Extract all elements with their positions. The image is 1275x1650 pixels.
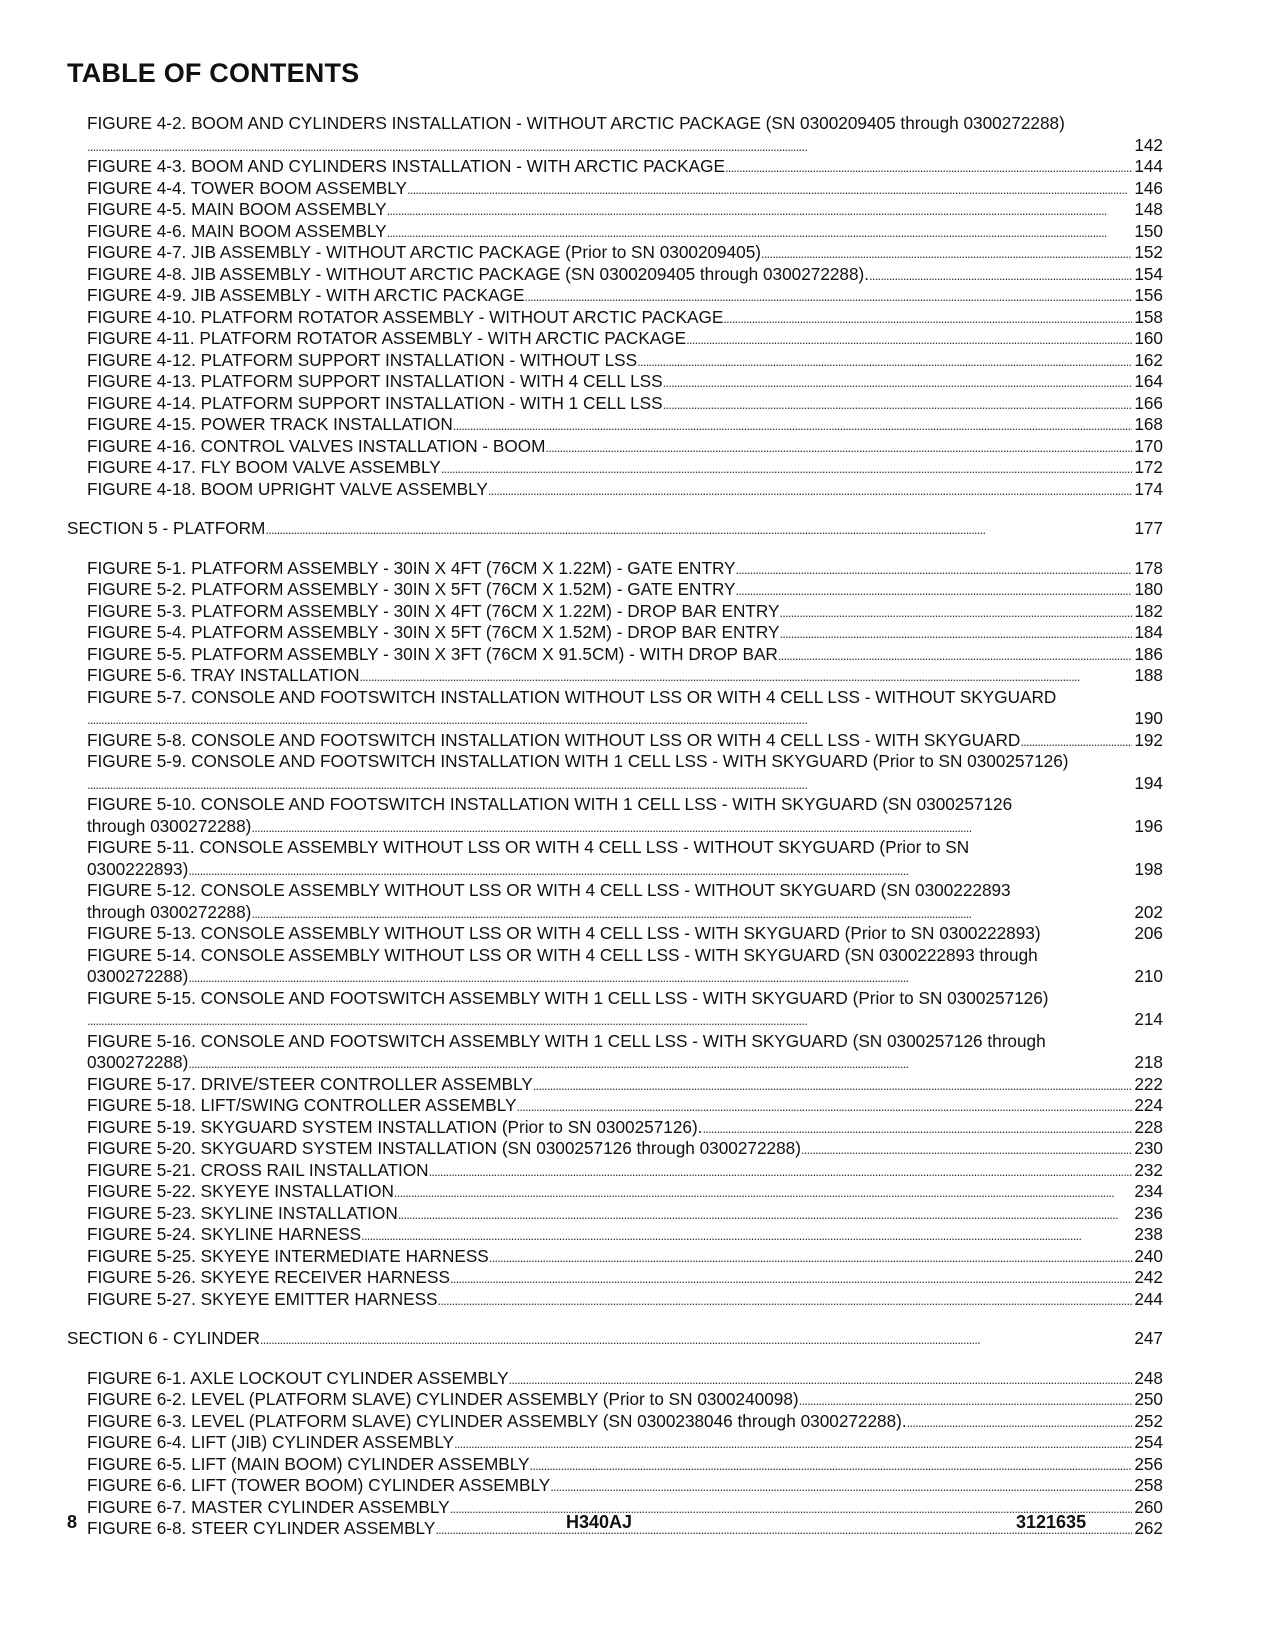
toc-figure-entry[interactable]	[67, 307, 1163, 329]
toc-entry-label: FIGURE 6-2. LEVEL (PLATFORM SLAVE) CYLINDER ASSEMBLY (Prior to SN 0300240098)	[87, 1389, 799, 1409]
dot-leader	[87, 135, 1132, 158]
toc-figure-entry[interactable]	[67, 966, 1163, 988]
toc-figure-entry[interactable]	[67, 730, 1163, 752]
toc-entry-title-line: FIGURE 5-7. CONSOLE AND FOOTSWITCH INSTALLATION WITHOUT LSS OR WITH 4 CELL LSS - WITHOUT SKYGUARD	[87, 686, 1057, 707]
dot-leader	[398, 1203, 1133, 1226]
toc-entry-title-line: FIGURE 5-10. CONSOLE AND FOOTSWITCH INSTALLATION WITH 1 CELL LSS - WITH SKYGUARD (SN 0300257126	[87, 794, 1013, 814]
toc-figure-entry[interactable]	[67, 773, 1163, 795]
dot-leader	[360, 665, 1133, 688]
dot-leader	[387, 221, 1133, 244]
toc-entry-label: 0300222893)	[87, 858, 189, 879]
section-gap	[67, 540, 1163, 558]
toc-entry-title-line: FIGURE 5-11. CONSOLE ASSEMBLY WITHOUT LSS OR WITH 4 CELL LSS - WITHOUT SKYGUARD (Prior to SN	[87, 837, 970, 857]
toc-page-number: 148	[1134, 199, 1163, 219]
dot-leader	[779, 622, 1132, 645]
toc-entry-label: FIGURE 6-4. LIFT (JIB) CYLINDER ASSEMBLY	[87, 1432, 455, 1452]
toc-page-number: 247	[1134, 1328, 1163, 1348]
toc-figure-entry[interactable]	[67, 393, 1163, 415]
toc-figure-entry[interactable]	[67, 644, 1163, 666]
toc-page-number: 240	[1134, 1245, 1163, 1266]
toc-page-number: 142	[1134, 134, 1163, 155]
dot-leader	[361, 1224, 1132, 1247]
dot-leader	[188, 859, 1132, 882]
toc-entry-label: FIGURE 5-1. PLATFORM ASSEMBLY - 30IN X 4FT (76CM X 1.22M) - GATE ENTRY	[87, 557, 736, 578]
dot-leader	[87, 708, 1132, 731]
dot-leader	[1020, 730, 1132, 753]
dot-leader	[550, 1475, 1132, 1498]
toc-figure-entry[interactable]	[67, 1203, 1163, 1225]
section-gap	[67, 1310, 1163, 1328]
toc-figure-entry[interactable]	[67, 285, 1163, 307]
dot-leader	[488, 479, 1132, 502]
toc-entry-label: FIGURE 4-9. JIB ASSEMBLY - WITH ARCTIC PACKAGE	[87, 285, 525, 305]
toc-page-number: 202	[1134, 901, 1163, 922]
dot-leader	[725, 156, 1132, 179]
toc-page-number: 242	[1134, 1267, 1163, 1287]
toc-entry-label: FIGURE 6-5. LIFT (MAIN BOOM) CYLINDER ASSEMBLY	[87, 1453, 530, 1474]
toc-entry-label: FIGURE 4-11. PLATFORM ROTATOR ASSEMBLY - WITH ARCTIC PACKAGE	[87, 328, 687, 348]
toc-entry-label: FIGURE 5-3. PLATFORM ASSEMBLY - 30IN X 4FT (76CM X 1.22M) - DROP BAR ENTRY	[87, 600, 780, 621]
dot-leader	[907, 1411, 1133, 1434]
toc-entry-label: FIGURE 5-21. CROSS RAIL INSTALLATION	[87, 1159, 429, 1180]
toc-entry-label: FIGURE 4-4. TOWER BOOM ASSEMBLY	[87, 177, 407, 198]
dot-leader	[530, 1454, 1133, 1477]
toc-figure-entry[interactable]	[67, 1052, 1163, 1074]
dot-leader	[260, 1328, 1132, 1351]
dot-leader	[533, 1074, 1133, 1097]
toc-entry-label: FIGURE 4-6. MAIN BOOM ASSEMBLY	[87, 220, 387, 241]
dot-leader	[87, 1009, 1132, 1032]
toc-section-entry[interactable]	[67, 1328, 1163, 1350]
dot-leader	[663, 393, 1133, 416]
dot-leader	[723, 307, 1132, 330]
toc-figure-entry[interactable]	[67, 708, 1163, 730]
toc-entry-label: FIGURE 5-8. CONSOLE AND FOOTSWITCH INSTALLATION WITHOUT LSS OR WITH 4 CELL LSS - WITH SKYGUARD	[87, 729, 1021, 750]
toc-page-number: 160	[1134, 328, 1163, 348]
toc-page-number: 218	[1134, 1052, 1163, 1072]
toc-figure-entry[interactable]	[67, 1117, 1163, 1139]
dot-leader	[251, 902, 1132, 925]
toc-page-number: 180	[1134, 579, 1163, 599]
toc-entry-label: FIGURE 4-15. POWER TRACK INSTALLATION	[87, 414, 453, 434]
toc-entry-label: FIGURE 4-12. PLATFORM SUPPORT INSTALLATION - WITHOUT LSS	[87, 349, 638, 370]
dot-leader	[251, 816, 1132, 839]
dot-leader	[454, 1432, 1132, 1455]
toc-page-number: 177	[1134, 518, 1163, 538]
toc-page-number: 194	[1134, 772, 1163, 793]
toc-page-number: 172	[1134, 457, 1163, 477]
section-gap	[67, 500, 1163, 518]
footer-model: H340AJ	[566, 1512, 633, 1532]
toc-page-number: 144	[1134, 156, 1163, 176]
toc-figure-entry[interactable]	[67, 558, 1163, 580]
toc-entry-title-line: FIGURE 5-14. CONSOLE ASSEMBLY WITHOUT LSS OR WITH 4 CELL LSS - WITH SKYGUARD (SN 0300222893 through	[87, 944, 1038, 965]
toc-entry-label: through 0300272288)	[87, 901, 252, 922]
toc-page-number: 188	[1134, 665, 1163, 685]
dot-leader	[801, 1138, 1132, 1161]
dot-leader	[736, 579, 1133, 602]
dot-leader	[489, 1246, 1133, 1269]
toc-entry-label: FIGURE 5-19. SKYGUARD SYSTEM INSTALLATION (Prior to SN 0300257126).	[87, 1116, 703, 1137]
dot-leader	[87, 773, 1132, 796]
toc-entry-label: FIGURE 6-1. AXLE LOCKOUT CYLINDER ASSEMBLY	[87, 1367, 509, 1388]
toc-entry-label: FIGURE 5-27. SKYEYE EMITTER HARNESS	[87, 1288, 438, 1309]
dot-leader	[779, 601, 1132, 624]
toc-figure-entry[interactable]	[67, 242, 1163, 264]
toc-entry-label: FIGURE 5-25. SKYEYE INTERMEDIATE HARNESS	[87, 1245, 489, 1266]
toc-entry-label: FIGURE 4-3. BOOM AND CYLINDERS INSTALLATION - WITH ARCTIC PACKAGE	[87, 156, 725, 176]
page-title: TABLE OF CONTENTS	[67, 58, 360, 88]
toc-page-number: 196	[1134, 815, 1163, 836]
toc-figure-entry[interactable]	[67, 1389, 1163, 1411]
toc-figure-entry[interactable]	[67, 1454, 1163, 1476]
toc-entry-label: SECTION 6 - CYLINDER	[67, 1328, 260, 1348]
toc-entry-label: FIGURE 4-7. JIB ASSEMBLY - WITHOUT ARCTIC PACKAGE (Prior to SN 0300209405)	[87, 242, 762, 262]
toc-page-number: 162	[1134, 349, 1163, 370]
toc-figure-entry[interactable]	[67, 1289, 1163, 1311]
toc-figure-entry[interactable]	[67, 1009, 1163, 1031]
toc-entry-label: FIGURE 4-8. JIB ASSEMBLY - WITHOUT ARCTIC PACKAGE (SN 0300209405 through 0300272288).	[87, 263, 870, 284]
toc-figure-entry[interactable]	[67, 414, 1163, 436]
toc-figure-entry[interactable]	[67, 1411, 1163, 1433]
toc-figure-entry[interactable]	[67, 178, 1163, 200]
toc-entry-label: FIGURE 5-18. LIFT/SWING CONTROLLER ASSEMBLY	[87, 1095, 517, 1115]
toc-entry-label: FIGURE 5-5. PLATFORM ASSEMBLY - 30IN X 3FT (76CM X 91.5CM) - WITH DROP BAR	[87, 643, 778, 664]
toc-figure-entry[interactable]	[67, 601, 1163, 623]
dot-leader	[686, 328, 1132, 351]
dot-leader	[761, 242, 1132, 265]
toc-entry-label: FIGURE 4-17. FLY BOOM VALVE ASSEMBLY	[87, 457, 441, 477]
toc-figure-entry[interactable]	[67, 1246, 1163, 1268]
toc-figure-entry[interactable]	[67, 221, 1163, 243]
toc-page-number: 178	[1134, 557, 1163, 578]
toc-figure-entry[interactable]	[67, 1475, 1163, 1497]
toc-figure-entry[interactable]	[67, 816, 1163, 838]
toc-page-number: 166	[1134, 392, 1163, 413]
toc-figure-entry[interactable]	[67, 665, 1163, 687]
toc-page-number: 232	[1134, 1159, 1163, 1180]
footer-page-number: 8	[67, 1512, 78, 1532]
toc-page-number: 154	[1134, 263, 1163, 284]
toc-page-number: 152	[1134, 242, 1163, 262]
toc-figure-entry[interactable]	[67, 350, 1163, 372]
dot-leader	[188, 966, 1132, 989]
toc-figure-entry[interactable]	[67, 622, 1163, 644]
dot-leader	[387, 199, 1133, 222]
dot-leader	[265, 518, 1132, 541]
toc-entry-label: FIGURE 4-18. BOOM UPRIGHT VALVE ASSEMBLY	[87, 478, 488, 499]
toc-figure-entry[interactable]	[67, 135, 1163, 157]
toc-figure-entry[interactable]	[67, 199, 1163, 221]
toc-entry-label: FIGURE 6-8. STEER CYLINDER ASSEMBLY	[87, 1518, 436, 1538]
toc-figure-entry[interactable]	[67, 1432, 1163, 1454]
dot-leader	[524, 285, 1132, 308]
toc-page-number: 146	[1134, 177, 1163, 198]
toc-page-number: 150	[1134, 220, 1163, 241]
toc-page-number: 252	[1134, 1410, 1163, 1431]
toc-page-number: 156	[1134, 285, 1163, 305]
toc-figure-entry[interactable]	[67, 328, 1163, 350]
toc-page-number: 250	[1134, 1389, 1163, 1409]
toc-section-entry[interactable]	[67, 518, 1163, 540]
toc-entry-title-line: FIGURE 5-9. CONSOLE AND FOOTSWITCH INSTALLATION WITH 1 CELL LSS - WITH SKYGUARD (Prior to SN 0300257126)	[87, 751, 1069, 771]
toc-figure-entry[interactable]	[67, 902, 1163, 924]
toc-figure-entry[interactable]	[67, 371, 1163, 393]
table-of-contents	[67, 113, 1163, 1540]
toc-entry-title-line: FIGURE 5-12. CONSOLE ASSEMBLY WITHOUT LSS OR WITH 4 CELL LSS - WITHOUT SKYGUARD (SN 0300222893	[87, 880, 1011, 900]
toc-page-number: 236	[1134, 1202, 1163, 1223]
toc-entry-label: FIGURE 6-6. LIFT (TOWER BOOM) CYLINDER ASSEMBLY	[87, 1475, 551, 1495]
dot-leader	[869, 264, 1132, 287]
toc-figure-entry[interactable]	[67, 1181, 1163, 1203]
toc-entry-title-line: FIGURE 4-2. BOOM AND CYLINDERS INSTALLATION - WITHOUT ARCTIC PACKAGE (SN 0300209405 through 0300272288)	[87, 113, 1065, 133]
toc-entry-label: through 0300272288)	[87, 815, 252, 836]
toc-page-number: 258	[1134, 1475, 1163, 1495]
dot-leader	[637, 350, 1132, 373]
toc-figure-entry[interactable]	[67, 579, 1163, 601]
toc-entry-label: FIGURE 4-10. PLATFORM ROTATOR ASSEMBLY - WITHOUT ARCTIC PACKAGE	[87, 306, 724, 327]
section-gap	[67, 1350, 1163, 1368]
toc-entry-label: FIGURE 5-24. SKYLINE HARNESS	[87, 1224, 362, 1244]
toc-page-number: 230	[1134, 1138, 1163, 1158]
toc-figure-entry[interactable]	[67, 457, 1163, 479]
toc-figure-entry[interactable]	[67, 264, 1163, 286]
dot-leader	[188, 1052, 1132, 1075]
toc-page-number: 198	[1134, 858, 1163, 879]
toc-figure-entry[interactable]	[67, 1095, 1163, 1117]
toc-page-number: 262	[1134, 1518, 1163, 1538]
toc-entry-label: 0300272288)	[87, 1052, 189, 1072]
toc-page-number: 192	[1134, 729, 1163, 750]
toc-page-number: 214	[1134, 1009, 1163, 1029]
dot-leader	[394, 1181, 1132, 1204]
dot-leader	[429, 1160, 1133, 1183]
toc-figure-entry[interactable]	[67, 1368, 1163, 1390]
toc-entry-label: FIGURE 5-20. SKYGUARD SYSTEM INSTALLATION (SN 0300257126 through 0300272288)	[87, 1138, 801, 1158]
toc-page-number: 224	[1134, 1095, 1163, 1115]
toc-page-number: 158	[1134, 306, 1163, 327]
toc-page-number: 186	[1134, 643, 1163, 664]
toc-entry-label: FIGURE 4-5. MAIN BOOM ASSEMBLY	[87, 199, 387, 219]
toc-figure-entry[interactable]	[67, 1160, 1163, 1182]
dot-leader	[516, 1095, 1132, 1118]
toc-entry-label: SECTION 5 - PLATFORM	[67, 518, 266, 538]
dot-leader	[453, 414, 1133, 437]
toc-entry-label: FIGURE 6-7. MASTER CYLINDER ASSEMBLY	[87, 1496, 450, 1517]
toc-page-number: 174	[1134, 478, 1163, 499]
dot-leader	[702, 1117, 1132, 1140]
toc-entry-label: FIGURE 5-22. SKYEYE INSTALLATION	[87, 1181, 394, 1201]
dot-leader	[736, 558, 1133, 581]
dot-leader	[441, 457, 1133, 480]
dot-leader	[450, 1267, 1132, 1290]
dot-leader	[438, 1289, 1133, 1312]
toc-figure-entry[interactable]	[67, 436, 1163, 458]
toc-page-number: 164	[1134, 371, 1163, 391]
toc-figure-entry[interactable]	[67, 1138, 1163, 1160]
toc-page-number: 256	[1134, 1453, 1163, 1474]
dot-leader	[663, 371, 1133, 394]
toc-entry-label: FIGURE 4-13. PLATFORM SUPPORT INSTALLATION - WITH 4 CELL LSS	[87, 371, 663, 391]
toc-page-number: 222	[1134, 1073, 1163, 1094]
toc-entry-label: FIGURE 5-23. SKYLINE INSTALLATION	[87, 1202, 398, 1223]
toc-page-number: 228	[1134, 1116, 1163, 1137]
toc-page-number: 244	[1134, 1288, 1163, 1309]
toc-entry-label: FIGURE 5-17. DRIVE/STEER CONTROLLER ASSEMBLY	[87, 1073, 533, 1094]
toc-page-number: 248	[1134, 1367, 1163, 1388]
toc-page-number: 170	[1134, 435, 1163, 456]
toc-entry-label: 0300272288)	[87, 966, 189, 986]
toc-entry-label: FIGURE 4-14. PLATFORM SUPPORT INSTALLATION - WITH 1 CELL LSS	[87, 392, 663, 413]
dot-leader	[407, 178, 1132, 201]
toc-figure-entry[interactable]	[67, 859, 1163, 881]
toc-entry-label: FIGURE 4-16. CONTROL VALVES INSTALLATION - BOOM	[87, 435, 546, 456]
dot-leader	[778, 644, 1132, 667]
toc-page-number: 260	[1134, 1496, 1163, 1517]
toc-entry-label: FIGURE 6-3. LEVEL (PLATFORM SLAVE) CYLINDER ASSEMBLY (SN 0300238046 through 0300272288).	[87, 1410, 907, 1431]
toc-figure-entry[interactable]	[67, 923, 1163, 945]
toc-page-number: 168	[1134, 414, 1163, 434]
toc-page-number: 254	[1134, 1432, 1163, 1452]
toc-entry-label: FIGURE 5-2. PLATFORM ASSEMBLY - 30IN X 5FT (76CM X 1.52M) - GATE ENTRY	[87, 579, 736, 599]
toc-page-number: 190	[1134, 708, 1163, 728]
toc-figure-entry[interactable]	[67, 1224, 1163, 1246]
footer-doc-number: 3121635	[1016, 1512, 1087, 1532]
toc-page-number: 238	[1134, 1224, 1163, 1244]
toc-page-number: 182	[1134, 600, 1163, 621]
toc-page-number: 234	[1134, 1181, 1163, 1201]
toc-figure-entry[interactable]	[67, 156, 1163, 178]
toc-entry-label: FIGURE 5-26. SKYEYE RECEIVER HARNESS	[87, 1267, 450, 1287]
toc-entry-title-line: FIGURE 5-15. CONSOLE AND FOOTSWITCH ASSEMBLY WITH 1 CELL LSS - WITH SKYGUARD (Prior to SN 0300257126)	[87, 987, 1049, 1008]
toc-page-number: 210	[1134, 966, 1163, 986]
toc-figure-entry[interactable]	[67, 1074, 1163, 1096]
toc-entry-label: FIGURE 5-4. PLATFORM ASSEMBLY - 30IN X 5FT (76CM X 1.52M) - DROP BAR ENTRY	[87, 622, 780, 642]
toc-entry-label: FIGURE 5-13. CONSOLE ASSEMBLY WITHOUT LSS OR WITH 4 CELL LSS - WITH SKYGUARD (Prior to SN 0300222893)	[87, 923, 1041, 943]
toc-page-number: 184	[1134, 622, 1163, 642]
toc-entry-label: FIGURE 5-6. TRAY INSTALLATION	[87, 665, 360, 685]
dot-leader	[545, 436, 1132, 459]
dot-leader	[509, 1368, 1133, 1391]
toc-figure-entry[interactable]	[67, 1267, 1163, 1289]
toc-entry-title-line: FIGURE 5-16. CONSOLE AND FOOTSWITCH ASSEMBLY WITH 1 CELL LSS - WITH SKYGUARD (SN 0300257126 through	[87, 1030, 1046, 1051]
toc-figure-entry[interactable]	[67, 479, 1163, 501]
toc-page-number: 206	[1134, 923, 1163, 943]
dot-leader	[799, 1389, 1133, 1412]
